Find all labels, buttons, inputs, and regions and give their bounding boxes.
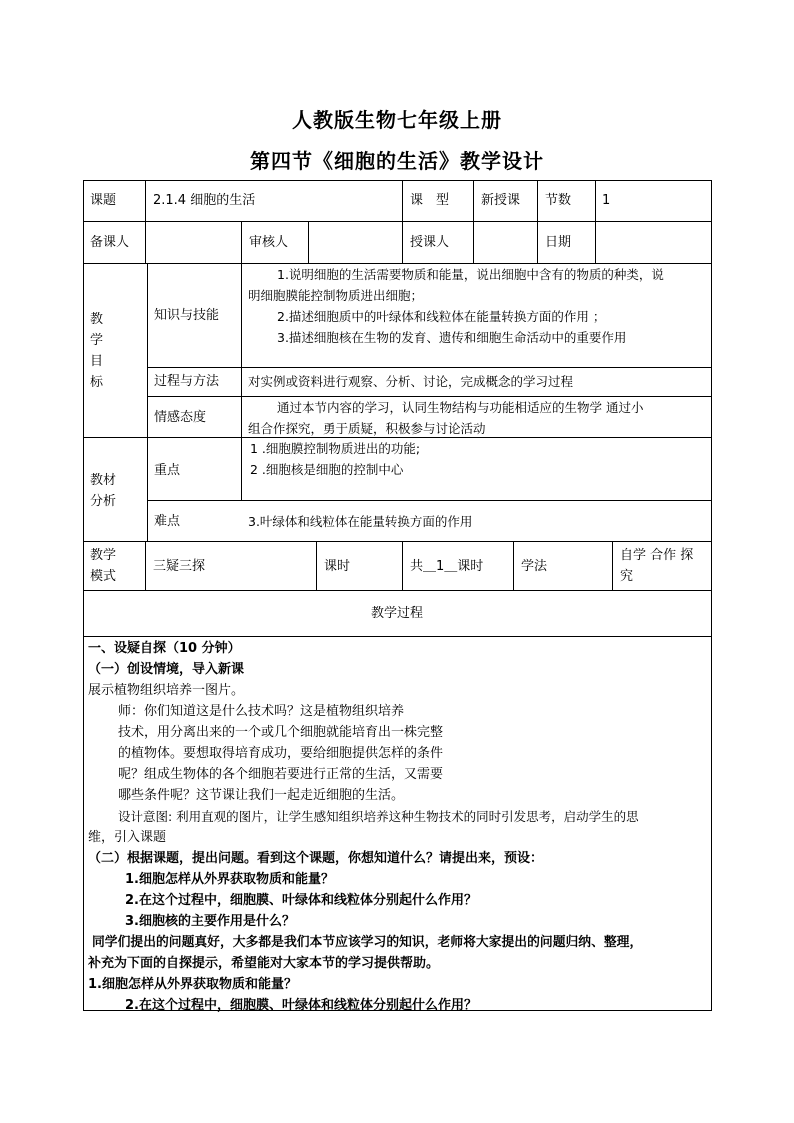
hint-item: 2.在这个过程中，细胞膜、叶绿体和线粒体分别起什么作用？ xyxy=(125,998,477,1013)
col-divider xyxy=(316,541,317,590)
topic-label: 课题 xyxy=(90,193,117,208)
difficulty-label: 难点 xyxy=(154,514,181,529)
design-intent-line: 维，引入课题 xyxy=(88,830,167,845)
col-divider xyxy=(145,541,146,590)
knowledge-line: 1.说明细胞的生活需要物质和能量，说出细胞中含有的物质的种类，说 xyxy=(277,267,664,282)
process-title: 教学过程 xyxy=(370,606,423,621)
reviewer-label: 审核人 xyxy=(249,235,289,250)
teacher-line: 技术，用分离出来的一个或几个细胞就能培育出一株完整 xyxy=(118,725,444,740)
col-divider xyxy=(145,221,146,263)
col-divider xyxy=(402,180,403,221)
summary-line: 同学们提出的问题真好，大多都是我们本节应该学习的知识，老师将大家提出的问题归纳、整理， xyxy=(92,935,643,950)
knowledge-line: 3.描述细胞核在生物的发育、遗传和细胞生命活动中的重要作用 xyxy=(277,330,627,345)
intro-text: 展示植物组织培养一图片。 xyxy=(88,683,245,698)
preparer-label: 备课人 xyxy=(90,235,130,250)
col-divider xyxy=(537,221,538,263)
learning-method-line: 究 xyxy=(620,569,634,584)
col-divider xyxy=(241,221,242,263)
col-divider xyxy=(308,221,309,263)
summary-line: 补充为下面的自探提示，希望能对大家本节的学习提供帮助。 xyxy=(88,956,440,971)
emotion-label: 情感态度 xyxy=(154,410,207,425)
class-hours-label: 课时 xyxy=(324,559,351,574)
goals-label-char: 教 xyxy=(90,312,104,327)
learning-method-line: 自学 合作 探 xyxy=(620,548,694,563)
col-divider xyxy=(241,263,242,500)
teaching-mode-value: 三疑三探 xyxy=(153,559,206,574)
col-divider xyxy=(612,541,613,590)
lesson-type-label: 课 型 xyxy=(410,193,450,208)
process-method-value: 对实例或资料进行观察、分析、讨论，完成概念的学习过程 xyxy=(248,374,574,389)
question-item: 1.细胞怎样从外界获取物质和能量？ xyxy=(125,872,334,887)
difficulty-value: 3.叶绿体和线粒体在能量转换方面的作用 xyxy=(248,514,473,529)
knowledge-line: 2.描述细胞质中的叶绿体和线粒体在能量转换方面的作用 ； xyxy=(277,309,606,324)
subsection-heading: （二）根据课题，提出问题。看到这个课题，你想知道什么？请提出来，预设： xyxy=(88,851,544,866)
document-title: 人教版生物七年级上册 xyxy=(292,108,502,132)
learning-method-label: 学法 xyxy=(521,559,548,574)
goals-label-char: 标 xyxy=(90,375,104,390)
teacher-line: 呢？组成生物体的各个细胞若要进行正常的生活，又需要 xyxy=(118,767,444,782)
row-divider xyxy=(83,636,712,637)
col-divider xyxy=(595,221,596,263)
row-divider xyxy=(83,541,712,542)
subsection-heading: （一）创设情境，导入新课 xyxy=(88,662,245,677)
teacher-label: 授课人 xyxy=(410,235,450,250)
emotion-line: 通过本节内容的学习，认同生物结构与功能相适应的生物学 通过小 xyxy=(277,400,644,415)
teacher-line: 哪些条件呢？这节课让我们一起走近细胞的生活。 xyxy=(118,788,405,803)
col-divider xyxy=(473,221,474,263)
knowledge-line: 明细胞膜能控制物质进出细胞； xyxy=(248,288,424,303)
key-point-line: 1 .细胞膜控制物质进出的功能; xyxy=(250,441,421,456)
periods-value: 1 xyxy=(602,193,611,208)
col-divider xyxy=(513,541,514,590)
goals-label-char: 目 xyxy=(90,354,104,369)
teaching-mode-label-line: 教学 xyxy=(90,548,117,563)
lesson-type-value: 新授课 xyxy=(481,193,521,208)
col-divider xyxy=(595,180,596,221)
knowledge-label: 知识与技能 xyxy=(154,308,220,323)
hint-item: 1.细胞怎样从外界获取物质和能量？ xyxy=(88,977,297,992)
row-divider xyxy=(147,367,712,368)
goals-label-char: 学 xyxy=(90,333,104,348)
col-divider xyxy=(402,221,403,263)
document-subtitle: 第四节《细胞的生活》教学设计 xyxy=(250,149,544,173)
design-intent-line: 设计意图: 利用直观的图片，让学生感知组织培养这种生物技术的同时引发思考，启动学生的思 xyxy=(118,809,639,824)
col-divider xyxy=(147,263,148,541)
emotion-line: 组合作探究，勇于质疑，积极参与讨论活动 xyxy=(248,421,486,436)
key-point-line: 2 .细胞核是细胞的控制中心 xyxy=(250,462,404,477)
section-heading: 一、设疑自探（10 分钟） xyxy=(88,641,241,656)
teacher-line: 的植物体。要想取得培育成功，要给细胞提供怎样的条件 xyxy=(118,746,444,761)
key-point-label: 重点 xyxy=(154,463,181,478)
question-item: 3.细胞核的主要作用是什么？ xyxy=(125,914,295,929)
row-divider xyxy=(147,500,712,501)
col-divider xyxy=(537,180,538,221)
col-divider xyxy=(402,541,403,590)
col-divider xyxy=(473,180,474,221)
process-method-label: 过程与方法 xyxy=(154,374,220,389)
date-label: 日期 xyxy=(545,235,572,250)
teaching-mode-label-line: 模式 xyxy=(90,569,117,584)
analysis-label-line: 教材 xyxy=(90,473,117,488)
row-divider xyxy=(83,221,712,222)
periods-label: 节数 xyxy=(545,193,572,208)
teacher-line: 师：你们知道这是什么技术吗？这是植物组织培养 xyxy=(118,704,405,719)
question-item: 2.在这个过程中，细胞膜、叶绿体和线粒体分别起什么作用？ xyxy=(125,893,477,908)
topic-value: 2.1.4 细胞的生活 xyxy=(153,193,256,208)
row-divider xyxy=(83,590,712,591)
class-hours-value: 共＿1＿课时 xyxy=(410,559,484,574)
col-divider xyxy=(145,180,146,221)
analysis-label-line: 分析 xyxy=(90,494,117,509)
